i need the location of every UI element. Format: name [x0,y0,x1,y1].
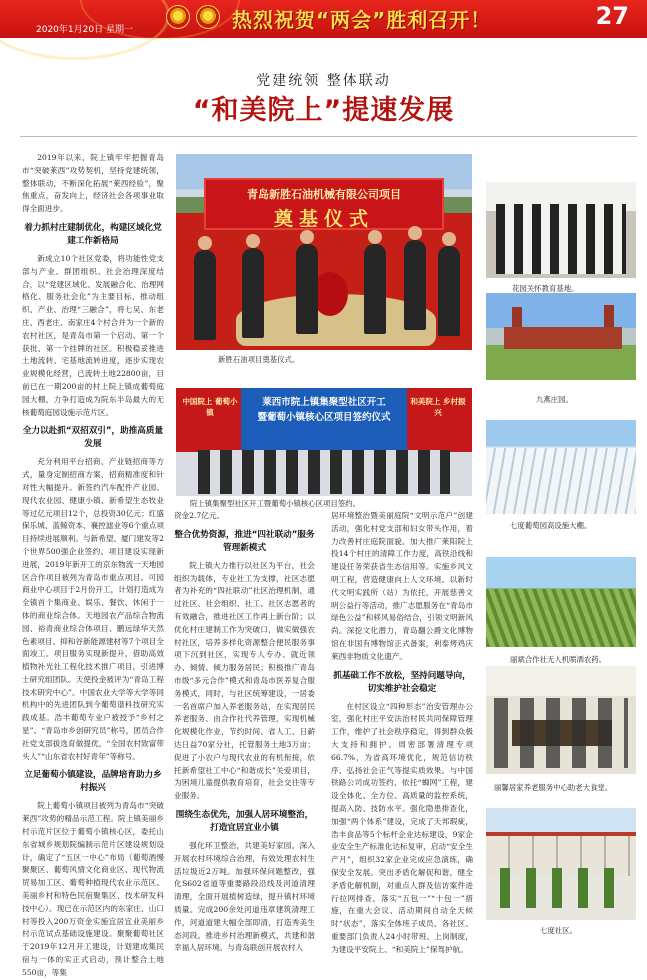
person-figure [364,244,386,334]
body-paragraph: 居环境整治暨美丽庭院“文明示范户”创建活动，强化村党支部和妇女带头作用，着力改善村庄庭院面貌。加大推广莱阳院上投14个村庄的清障工作力度，高铁沿线和建设任务荣获省生态信用等。实施乡风文明工程，营造健康向上人文环境。以新时代文明实践所（站）为依托，开展慈善文明公益行等活动，推广志愿服务在“青岛市绿色公益”和移风易俗结合，引领文明新风尚。深挖文化潜力，青岛翻公爵文化博物馆在非国有博物馆正式备案，利泰烤鸡庆莱西非物质文化遗产。 [331,511,473,661]
photo-elderly-canteen [486,666,636,774]
section-heading: 立足葡萄小镇建设，品牌培育助力乡村振兴 [24,770,162,794]
person-figure [404,240,426,330]
person-figure [438,246,460,336]
photo-caption: 九燕庄园。 [536,395,573,404]
issue-date: 2020年1月20日 星期一 [36,25,133,35]
ceremony-banner [204,178,444,230]
photo-community [486,808,636,920]
photo-manor [486,293,636,380]
stage-backdrop [176,388,472,452]
article-title: “和美院上”提速发展 [192,95,455,126]
photo-signing-ceremony [176,388,472,496]
photo-caption: 新胜石油项目奠基仪式。 [218,355,300,364]
body-paragraph: 在村区设立“四种形态”治安管理办公室，强化村庄平安法治村民共同保障管理工作，维护了社会秩序稳定，得到群众极大支持和拥护。周密部署清理专项66.7%，为省高环境优化，规范信访秩序、弘扬社会正气等提实质效果。与中国铁路公司成功签约，依托“蜘网”工程，建设全体化、全方位、高质量的监控系统，提高入防、技防水平。强化隐患排查化，加强“两个体系”建设，完成了天邦瑕疵，浩丰食品等5个标杆企业达标建设，9家企业安全生产标准化达标复审，启动“安全生产月”，组织32家企业完成应急演练，确保安全发展。突出矛盾化解促和谐，健全矛盾化解机制，对重点人群及信访案件进行拉网排查，落实“五包一”“十包一”措施，在重大会议、活动期间自动全天候时“状态”，落实全体班子成员、各社区、重要部门负责人24小时带班、上岗制度，为建设平安院上、“和美院上”保驾护航。 [331,701,473,954]
manor-building [504,327,622,349]
crop-field [486,589,636,647]
banner-ceremony-text: 奠基仪式 [273,208,374,230]
section-heading: 围绕生态优先，加强人居环境整治，打造宜居宜业小镇 [175,809,314,833]
text-column-3 [331,510,473,954]
text-column-2 [174,510,315,953]
trees [500,868,620,908]
stage-side-text-left: 中国院上 葡萄小镇 [182,397,238,417]
person-figure [242,248,264,338]
intro-paragraph: 2019年以来，院上镇牢牢把握青岛市“突破莱西”攻势契机，坚持党建统领，整体联动，不断深化拓展“莱西经验”，聚焦重点，奋发向上，经济社会各项事业取得全面进步。 [22,153,164,214]
group-of-people [496,204,626,274]
cppcc-emblem-icon [196,5,220,29]
canteen-wall [486,666,636,696]
photo-caption: 丽馨居家养老服务中心助老大食堂。 [494,783,613,792]
banner-company-text: 青岛新胜石油机械有限公司项目 [247,188,401,201]
greenhouse-rows [486,448,636,514]
photo-drone-spraying [486,557,636,647]
photo-caption: 院上镇集聚型社区开工暨葡萄小镇核心区项目签约。 [190,499,360,508]
body-paragraph: 院上葡萄小镇项目被列为青岛市“突破莱西”攻势的精品示范工程。院上镇美丽乡村示范片区位于葡萄小镇核心区，委托山东省城乡规划院编制示范片区建设规划设计，确定了“五区一中心”布局（葡萄酒慢聚聚区、葡萄风情文化商业区、现代物流贸易加工区、葡萄种植现代农业示范区、美丽乡村和特色民宿聚集区、技术研发科技中心）。现已在示范区内的东家庄、山口村等投入200万资金实施宜居宜业美丽乡村示范试点基础设施建设。聚聚葡萄社区于2019年12月开工建设，计划建成集民宿与一体的实正式启动，预计整合土地550亩，等集 [22,801,164,977]
text-column-1 [22,152,164,977]
photo-caption: 七度葡萄园高设施大棚。 [510,521,592,530]
section-heading: 着力抓村庄建制优化，构建区域化党建工作新格局 [24,222,162,246]
person-figure [296,244,318,334]
page-number: 27 [595,2,629,30]
title-divider [20,136,637,137]
body-paragraph: 资金2.7亿元。 [174,511,225,520]
photo-groundbreaking-ceremony [176,154,472,350]
body-paragraph: 强化环卫整治，共建美好家园。深入开展农村环境综合治理，有效处理农村生活垃圾近2万吨。加强环保问题整改，强化S602省道等重要路段沿线及河道清理清理，全面开展植树造绿，提升镇村环境质量。完成200余处河道违章建筑清理工作，河道道建大幅全部即清，打造秀美生态河段。推进乡村治理新模式，共建和谐幸福人居环境。与青岛联创开展农村人 [174,840,315,953]
article-kicker: 党建统领 整体联动 [256,73,391,89]
party-emblem-icon [166,5,190,29]
body-paragraph: 院上镇大力推行以社区为平台，社会组织为载体，专业社工为支撑，社区志愿者为补充的“四社联动”社区治理机制，通过社区、社会组织、社工、社区志愿者的有效融合，推进社区工作再上新台阶；以优化村庄建制工作为突破口，做实做强农村社区，培养多样化资源整合便民服务事项下沉到社区，实现专人专办、就近领办、倾情、倾力服务居民；积极推广青岛市级“多元合作”模式和青岛市医养复合服务模式，同时，与社区统筹建设，一居委一名首席户加入养老服务站，在实现居民养老服务、由合作社代养管理，实现机械化规模化作业，节约时间、省人工、日薪达日益70家分社，托管服务土地3万亩；促进了小农户与现代农业的有机衔接，依托新希望社工中心“和谐成长”关爱项目，为困境儿童提供教育培育，社会交往等专业服务。 [174,560,315,801]
stage-side-text-right: 和美院上 乡村振兴 [410,397,466,417]
header-slogan: 热烈祝贺“两会”胜利召开！ [232,8,492,32]
photo-caption: 丽斌合作社无人机喷洒农药。 [510,655,607,664]
section-heading: 抓基础工作不放松，坚持问题导向，切实维护社会稳定 [333,670,471,694]
attendee-row [198,450,450,494]
section-heading: 全力以赴抓“双招双引”，助推高质量发展 [22,426,164,450]
photo-caption: 七度社区。 [540,926,577,935]
body-paragraph: 新成立10个社区党委，将功能性党支部与产业、群团组织、社会治理深度结合，以“党建区域化、发展融合化、治理网格化、服务社会化”为主要目标，推动组织、产业、治理“三融合”，将七吴、东老庄、西老庄、南家庄4个村合并为一个新的农村社区，是青岛市第一个启动、第一个获批、第一个挂牌的社区。积极稳妥推进土地流转、宅基地流转进度，逐步实现农业规模化经营，已流转土地22800亩，目前已在一期200亩的村上院上镇成葡萄庭园大棚，力争打造成为院东半岛最大的无核葡萄庭园设施示范片区。 [22,253,164,417]
photo-caption: 花园关怀教育基地。 [512,284,579,293]
stage-title-line2: 暨葡萄小镇核心区项目签约仪式 [257,412,391,423]
photo-education-base [486,182,636,278]
person-figure [194,250,216,340]
diners [494,698,628,768]
section-heading: 整合优势资源，推进“四社联动”服务管理新模式 [174,529,315,553]
stage-title-line1: 莱西市院上镇集聚型社区开工 [262,397,386,408]
photo-greenhouses [486,420,636,514]
body-paragraph: 充分利用平台招商、产业链招商等方式，量身定制招商方案，招商精准度和针对性大幅提升。新签约汽车配件产业园、现代农业园、健康小镇、新希望生态牧业等过亿元项目12个，总投资30亿元；红盛保乐城、蓝鲸资本、襄控滤业等6个重点项目持续进展顺利。与新希望、厦门建发等2个世界500强企业签约。项目建设实现新进展，2019年新开工的京东物流一天地园区合作项目被列为青岛市重点项目。可园商业中心项目于2月份开工，计划打造成为全镇首个集商业、娱乐、餐饮、休闲于一体的商业综合体。天地园农产品综合物流园、裕青商业综合体项目、鹏远绿华天然色素项目、抑和谷新能源建材等7个项目全面竣工。项目服务实现新提升，借助高效植物补光社工程化技术推广项目，引进博士研究组团队。天使投金被评为“青岛工程技术研究中心”。中国农业大学等大学等同机构中的先进团队到今葡萄谱科技研究实践成基。浩丰葡萄专业户被授予“乡村之星”、“青岛市乡创研究员”称号，团员合作社党支部拔选育做提优，“全国农村致富带头人”“山东省农村好青年”等称号。 [22,457,164,761]
page-header-band [0,0,647,38]
